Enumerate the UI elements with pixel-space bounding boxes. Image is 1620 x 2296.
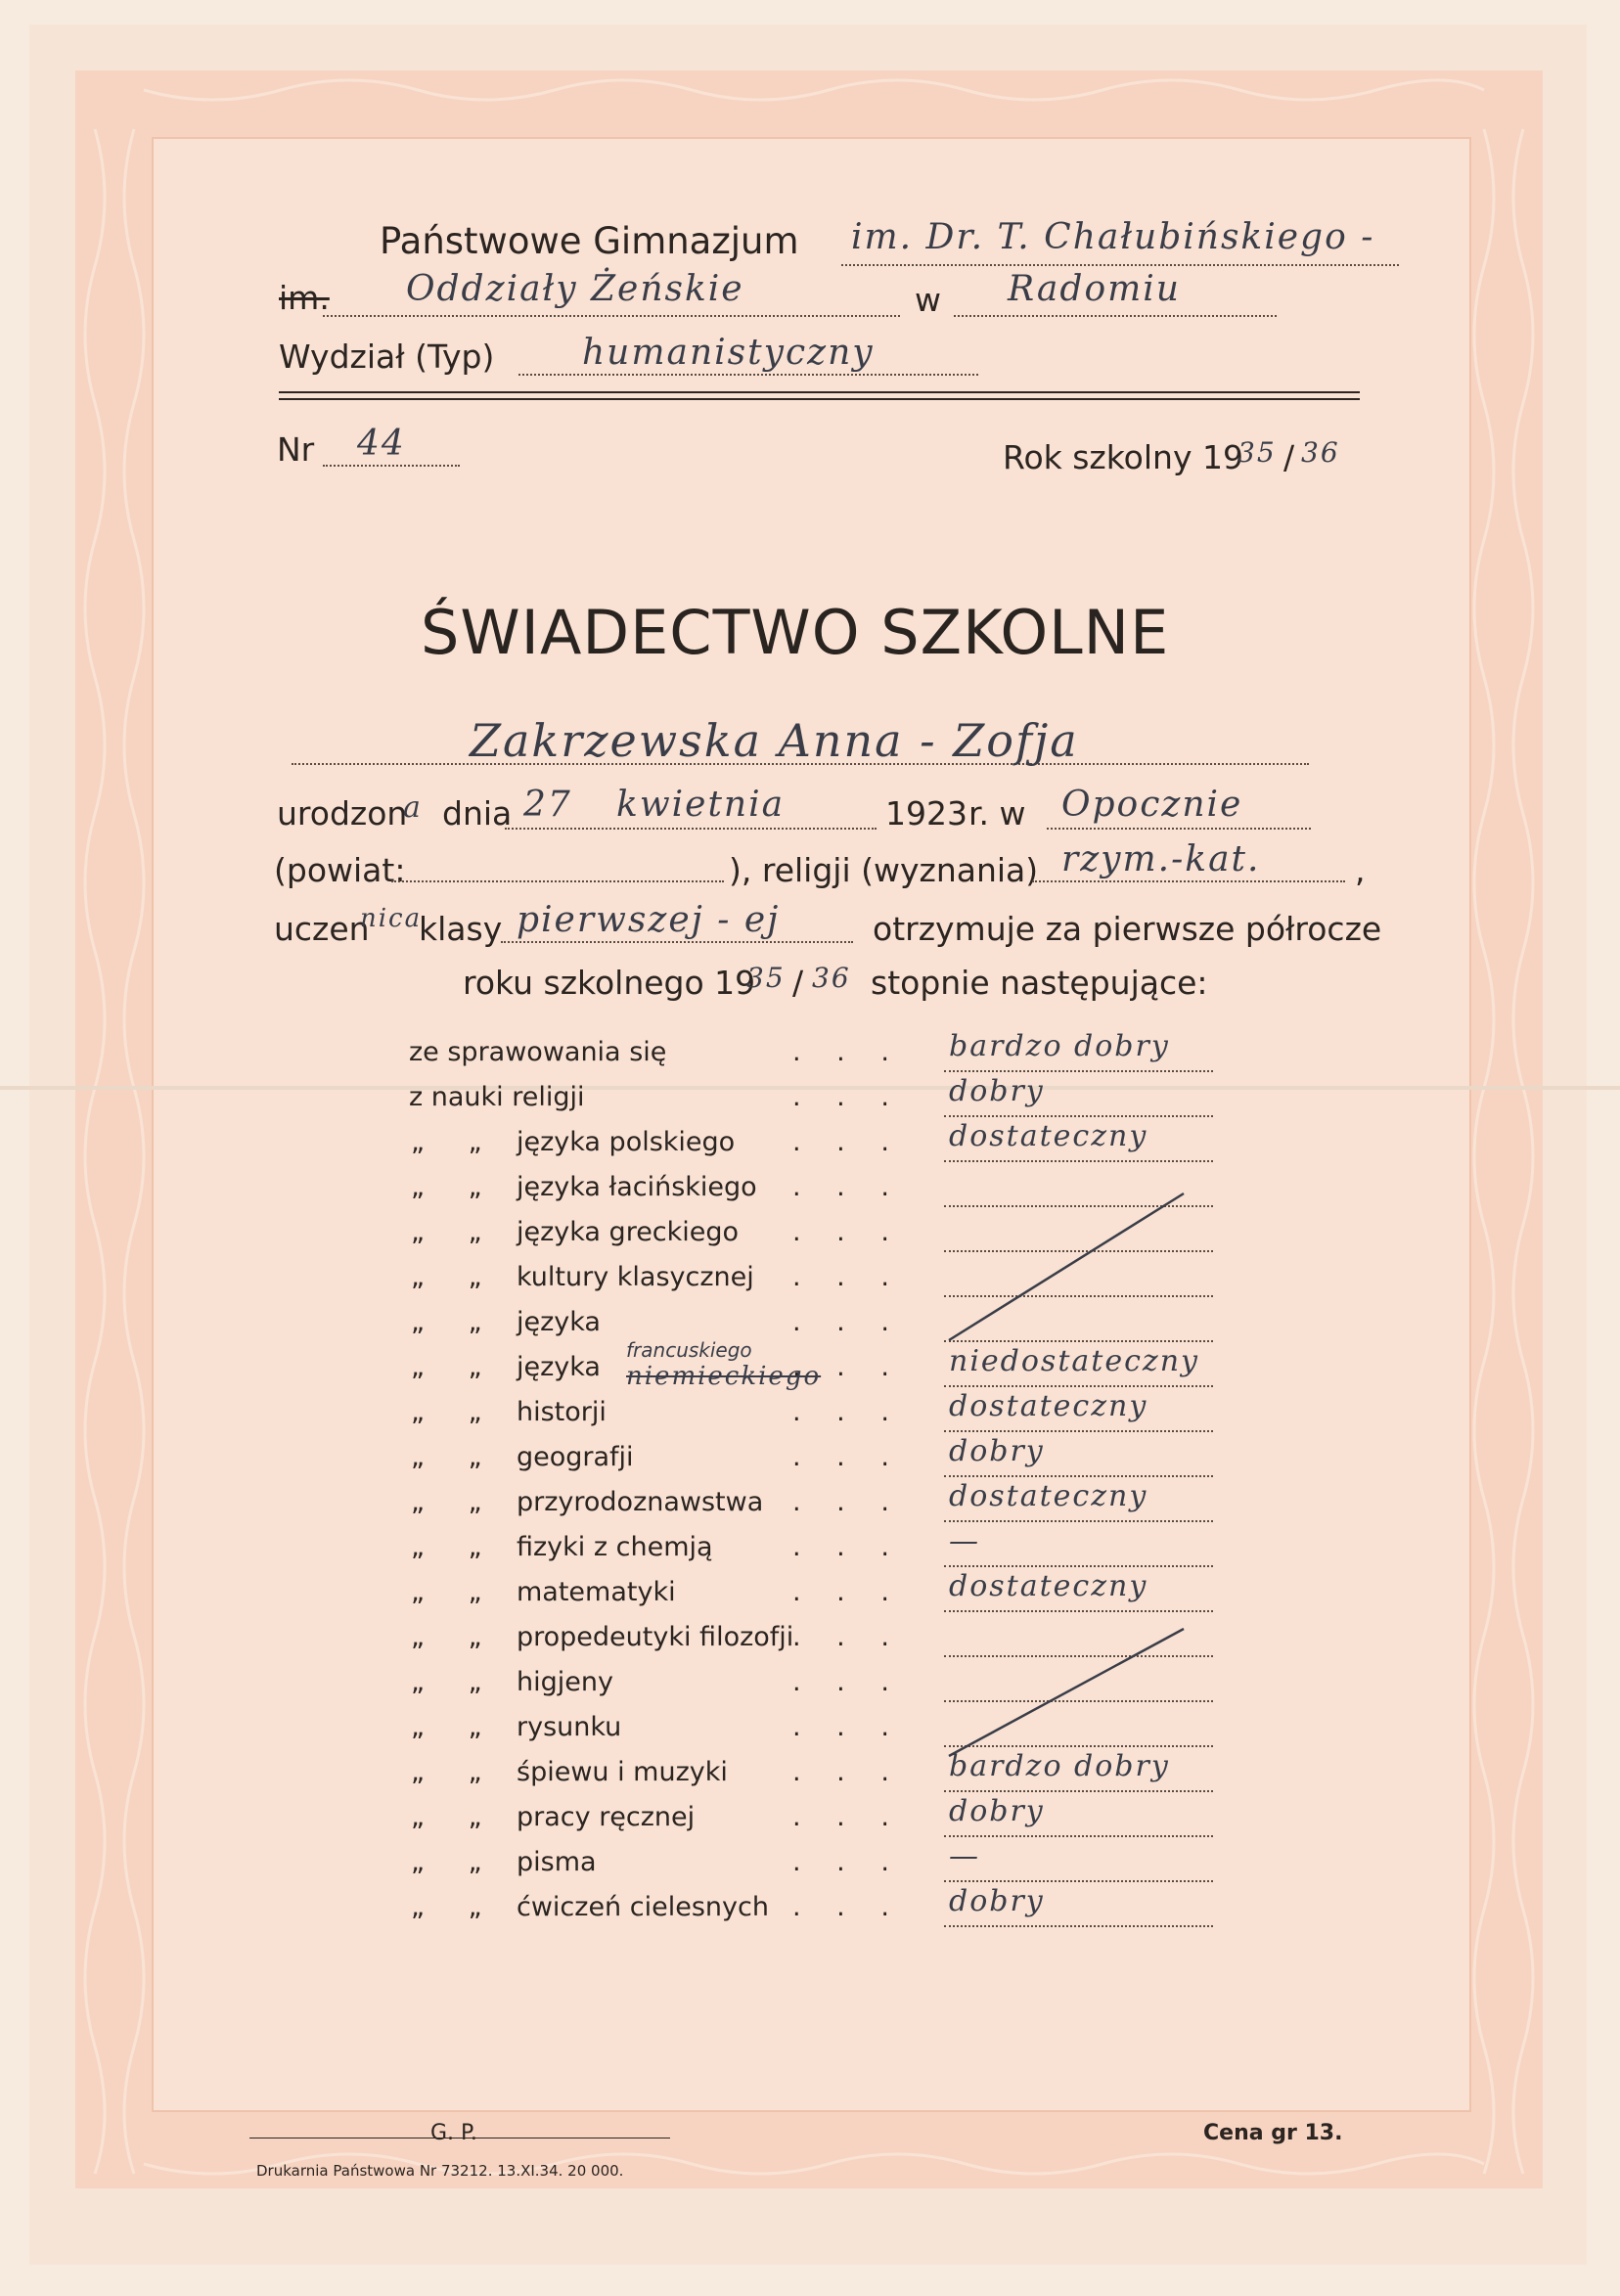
pupil-label: uczen xyxy=(274,910,370,948)
school-year-sep: / xyxy=(792,964,804,1002)
grade-line xyxy=(944,1070,1213,1072)
religion-comma: , xyxy=(1355,851,1366,889)
grade-prefix: „ „ xyxy=(411,1352,500,1382)
branch-name: Oddziały Żeńskie xyxy=(406,269,744,309)
document-title: ŚWIADECTWO SZKOLNE xyxy=(421,597,1170,668)
grades-follow-text: stopnie następujące: xyxy=(871,964,1208,1002)
year-b: 36 xyxy=(1301,436,1340,469)
subject-label: pracy ręcznej xyxy=(517,1802,696,1832)
leader-dots: . . . xyxy=(792,1217,903,1247)
grade-value: dostateczny xyxy=(949,1389,1148,1423)
birth-place: Opocznie xyxy=(1061,785,1243,825)
grade-value: — xyxy=(949,1524,980,1558)
grade-prefix: „ „ xyxy=(411,1667,500,1697)
subject-label: higjeny xyxy=(517,1667,613,1697)
subject-label: rysunku xyxy=(517,1712,622,1742)
grade-value: — xyxy=(949,1839,980,1873)
grade-prefix: „ „ xyxy=(411,1442,500,1472)
subject-label: historji xyxy=(517,1397,607,1427)
dotted-line xyxy=(323,315,900,317)
leader-dots: . . . xyxy=(792,1667,903,1697)
birth-month: kwietnia xyxy=(616,785,786,825)
subject-label: ćwiczeń cielesnych xyxy=(517,1892,769,1922)
grade-value: niedostateczny xyxy=(949,1344,1199,1378)
day-label: dnia xyxy=(442,794,513,833)
subject-label: języka xyxy=(517,1307,601,1337)
gp-mark: G. P. xyxy=(430,2121,477,2145)
subject-label: języka xyxy=(517,1352,601,1382)
grade-line xyxy=(944,1610,1213,1612)
dotted-line xyxy=(505,828,877,830)
grade-line xyxy=(944,1835,1213,1837)
leader-dots: . . . xyxy=(792,1307,903,1337)
printer-imprint: Drukarnia Państwowa Nr 73212. 13.XI.34. 20 000. xyxy=(256,2162,624,2180)
dotted-line xyxy=(954,315,1277,317)
leader-dots: . . . xyxy=(792,1172,903,1202)
grade-value: dostateczny xyxy=(949,1479,1148,1513)
dotted-line xyxy=(1047,828,1311,830)
grade-prefix: „ „ xyxy=(411,1127,500,1157)
subject-label: przyrodoznawstwa xyxy=(517,1487,764,1517)
grade-line xyxy=(944,1520,1213,1522)
grade-line xyxy=(944,1115,1213,1117)
leader-dots: . . . xyxy=(792,1442,903,1472)
grade-prefix: z nauki religji xyxy=(409,1082,585,1112)
header-rule xyxy=(279,398,1360,400)
w-label: w xyxy=(915,281,941,319)
certificate-number: 44 xyxy=(357,424,406,464)
subject-label: propedeutyki filozofji xyxy=(517,1622,794,1652)
leader-dots: . . . xyxy=(792,1577,903,1607)
leader-dots: . . . xyxy=(792,1712,903,1742)
grade-line xyxy=(944,1880,1213,1882)
crossed-language: niemieckiego xyxy=(626,1362,822,1391)
grade-prefix: „ „ xyxy=(411,1892,500,1922)
leader-dots: . . . xyxy=(792,1757,903,1787)
header-rule xyxy=(279,391,1360,393)
nr-label: Nr xyxy=(277,430,315,469)
grade-line xyxy=(944,1475,1213,1477)
subject-label: języka greckiego xyxy=(517,1217,740,1247)
faculty-label: Wydział (Typ) xyxy=(279,338,495,376)
city: Radomiu xyxy=(1008,269,1181,309)
grade-prefix: „ „ xyxy=(411,1217,500,1247)
born-suffix: a xyxy=(403,790,423,825)
school-year-a: 35 xyxy=(746,962,786,994)
subject-label: kultury klasycznej xyxy=(517,1262,754,1292)
leader-dots: . . . xyxy=(792,1262,903,1292)
class-label: klasy xyxy=(419,910,503,948)
grade-value: bardzo dobry xyxy=(949,1749,1170,1783)
year-a: 35 xyxy=(1238,436,1277,469)
grade-prefix: „ „ xyxy=(411,1262,500,1292)
receives-text: otrzymuje za pierwsze półrocze xyxy=(873,910,1382,948)
subject-label: języka łacińskiego xyxy=(517,1172,757,1202)
year-label: Rok szkolny 19 xyxy=(1003,438,1243,476)
subject-label: pisma xyxy=(517,1847,597,1877)
grade-line xyxy=(944,1925,1213,1927)
grade-line xyxy=(944,1385,1213,1387)
grade-line xyxy=(944,1160,1213,1162)
school-year-b: 36 xyxy=(812,962,851,994)
dotted-line xyxy=(501,941,853,943)
grade-prefix: „ „ xyxy=(411,1712,500,1742)
grade-value: dostateczny xyxy=(949,1569,1148,1603)
school-name: im. Dr. T. Chałubińskiego - xyxy=(851,217,1375,257)
grade-value: dobry xyxy=(949,1434,1045,1468)
grade-prefix: „ „ xyxy=(411,1802,500,1832)
religion: rzym.-kat. xyxy=(1061,839,1261,879)
school-year-label: roku szkolnego 19 xyxy=(463,964,756,1002)
leader-dots: . . . xyxy=(792,1532,903,1562)
subject-label: języka polskiego xyxy=(517,1127,736,1157)
year-sep: / xyxy=(1283,438,1295,476)
religion-label: ), religji (wyznania) xyxy=(729,851,1039,889)
county-label: (powiat: xyxy=(274,851,406,889)
subject-label: śpiewu i muzyki xyxy=(517,1757,728,1787)
grade-value: bardzo dobry xyxy=(949,1029,1170,1063)
leader-dots: . . . xyxy=(792,1352,903,1382)
dotted-line xyxy=(1032,880,1345,882)
leader-dots: . . . xyxy=(792,1082,903,1112)
grade-prefix: „ „ xyxy=(411,1757,500,1787)
grade-line xyxy=(944,1430,1213,1432)
grade-prefix: „ „ xyxy=(411,1487,500,1517)
grade-prefix: „ „ xyxy=(411,1532,500,1562)
dotted-line xyxy=(518,374,978,376)
birth-year: 1923 xyxy=(885,794,968,833)
strike-through-lines xyxy=(939,1184,1193,1350)
grade-prefix: „ „ xyxy=(411,1397,500,1427)
grade-prefix: ze sprawowania się xyxy=(409,1037,667,1067)
leader-dots: . . . xyxy=(792,1622,903,1652)
school-label: Państwowe Gimnazjum xyxy=(380,220,799,262)
born-label: urodzon xyxy=(277,794,408,833)
grade-prefix: „ „ xyxy=(411,1622,500,1652)
subject-label: geografji xyxy=(517,1442,634,1472)
birth-day: 27 xyxy=(523,785,572,825)
grade-line xyxy=(944,1565,1213,1567)
subject-label: matematyki xyxy=(517,1577,676,1607)
grade-value: dobry xyxy=(949,1884,1045,1918)
leader-dots: . . . xyxy=(792,1487,903,1517)
strike-through-lines xyxy=(939,1619,1193,1766)
pupil-suffix: nica xyxy=(360,904,423,933)
dotted-line xyxy=(323,465,460,467)
grade-prefix: „ „ xyxy=(411,1172,500,1202)
grade-value: dobry xyxy=(949,1794,1045,1828)
leader-dots: . . . xyxy=(792,1847,903,1877)
class-name: pierwszej - ej xyxy=(517,900,781,940)
leader-dots: . . . xyxy=(792,1802,903,1832)
leader-dots: . . . xyxy=(792,1397,903,1427)
inserted-language: francuskiego xyxy=(626,1338,752,1362)
subject-label: fizyki z chemją xyxy=(517,1532,713,1562)
leader-dots: . . . xyxy=(792,1892,903,1922)
leader-dots: . . . xyxy=(792,1127,903,1157)
grade-line xyxy=(944,1790,1213,1792)
price: Cena gr 13. xyxy=(1203,2121,1343,2145)
faculty: humanistyczny xyxy=(582,333,875,373)
grade-value: dostateczny xyxy=(949,1119,1148,1153)
birth-year-suffix: r. w xyxy=(968,794,1026,833)
dotted-line xyxy=(841,264,1399,266)
leader-dots: . . . xyxy=(792,1037,903,1067)
student-name: Zakrzewska Anna - Zofja xyxy=(470,714,1079,767)
im-label: im. xyxy=(279,279,330,317)
grade-value: dobry xyxy=(949,1074,1045,1108)
grade-prefix: „ „ xyxy=(411,1847,500,1877)
dotted-line xyxy=(391,880,724,882)
grade-prefix: „ „ xyxy=(411,1577,500,1607)
grade-prefix: „ „ xyxy=(411,1307,500,1337)
